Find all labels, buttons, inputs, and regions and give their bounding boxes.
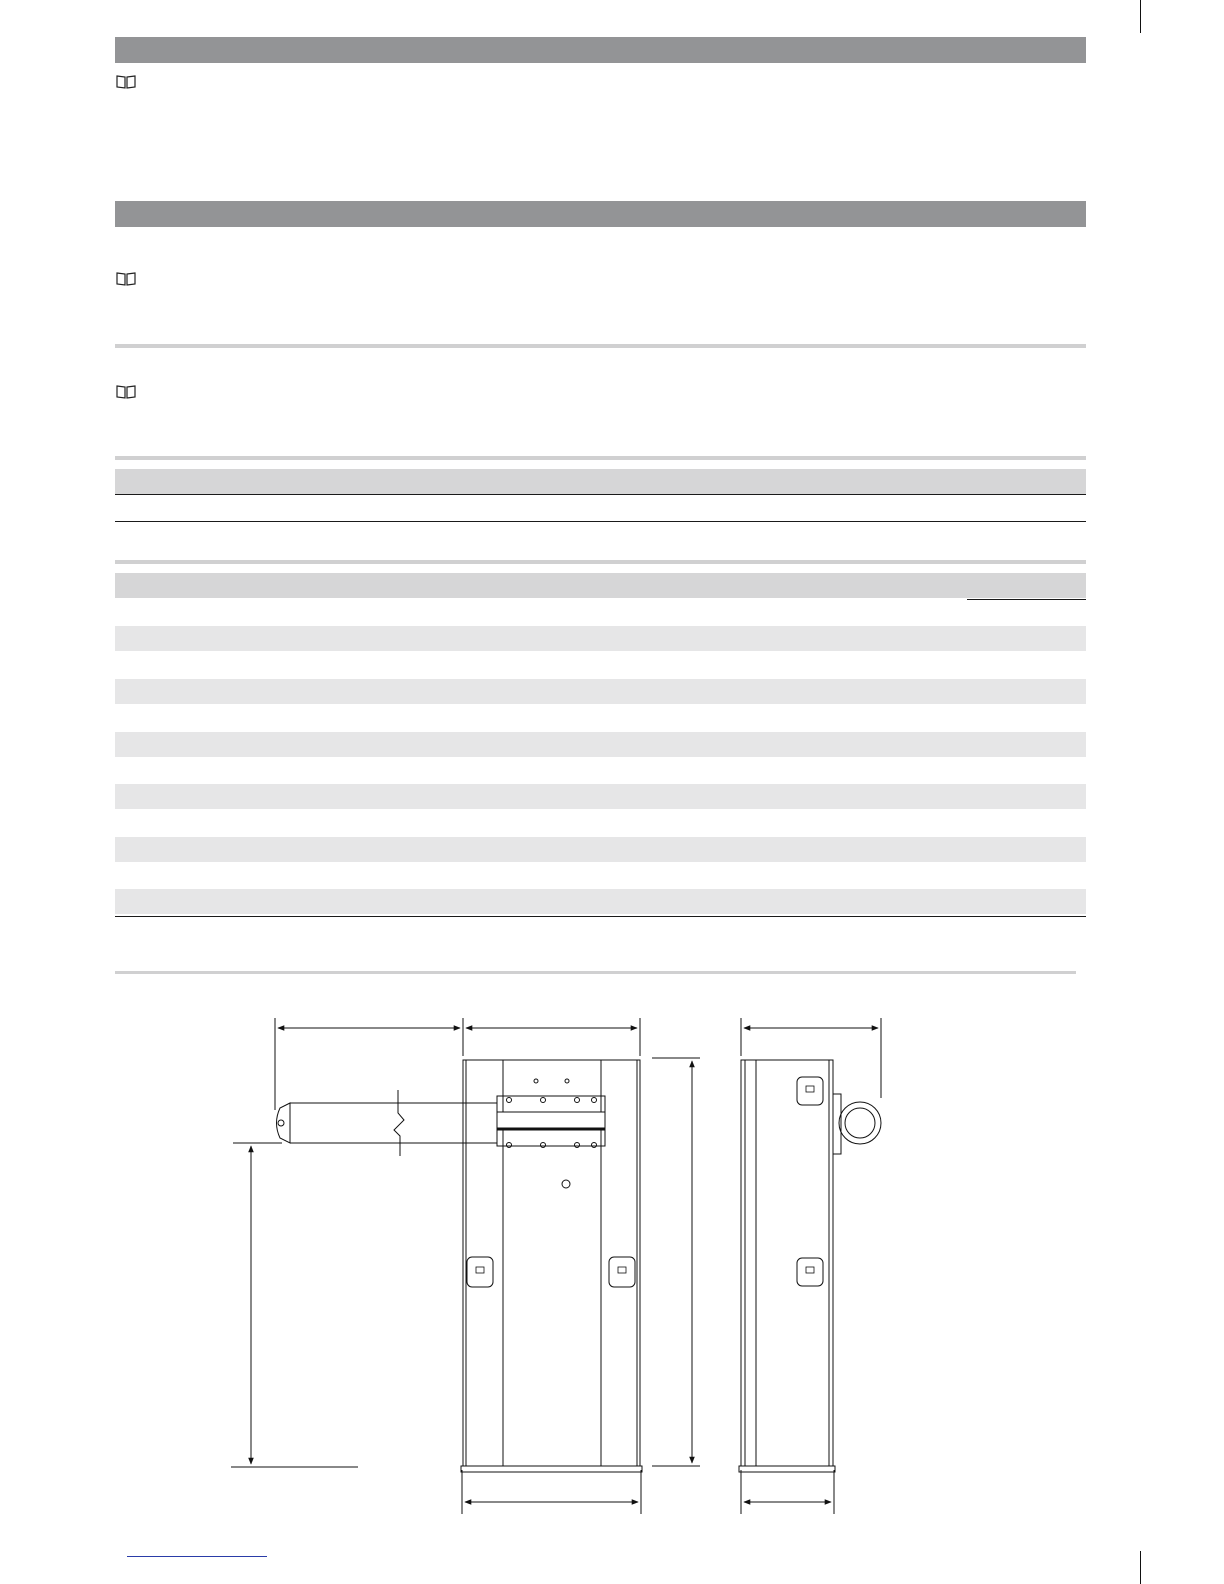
dimension-arrow-icon: [652, 1058, 700, 1466]
dimension-arrow-icon: [462, 1470, 641, 1514]
dimension-arrow-icon: [275, 1018, 460, 1110]
dimension-arrow-icon: [231, 1143, 358, 1467]
dimension-arrow-icon: [463, 1018, 640, 1056]
boom-bracket: [497, 1096, 605, 1148]
boom-arm: [277, 1090, 498, 1156]
footer-link-underline[interactable]: [127, 1556, 267, 1557]
cabinet-side-view: [739, 1018, 881, 1514]
